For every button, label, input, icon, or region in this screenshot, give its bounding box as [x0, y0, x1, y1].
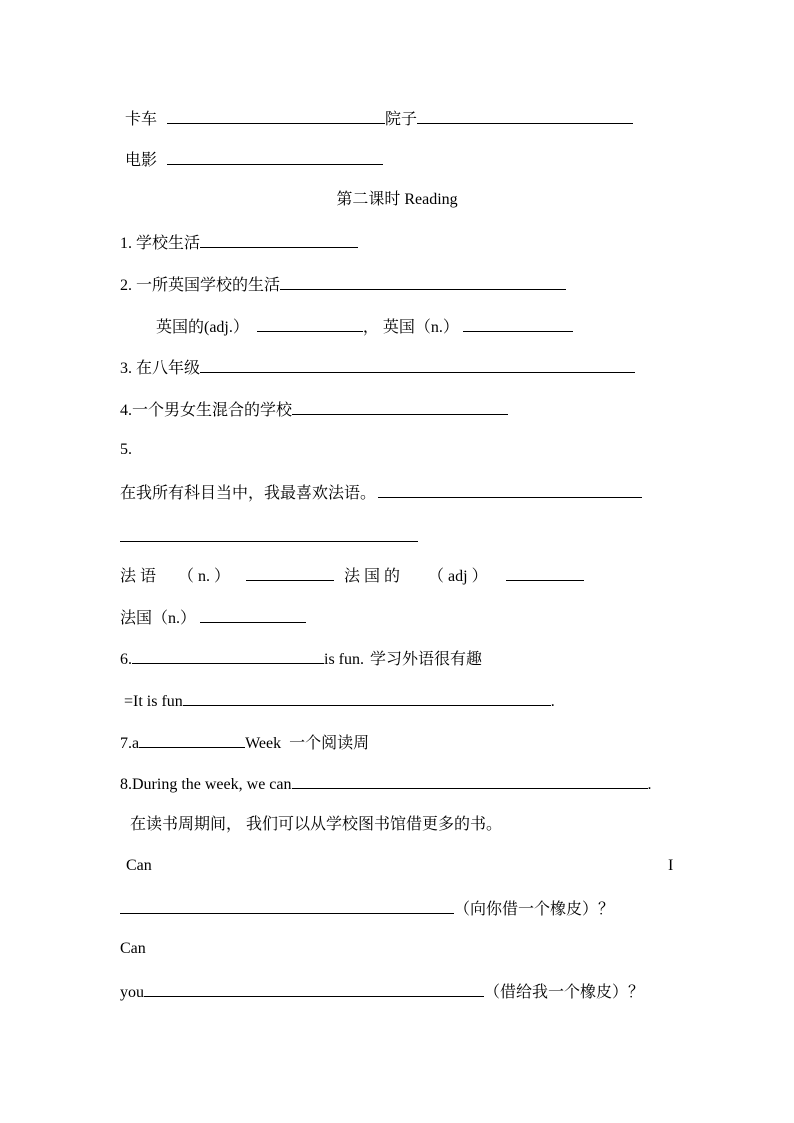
blank-item-2-adj[interactable]: [257, 315, 363, 332]
vocab-line-1: [125, 107, 633, 131]
item-5-text: 在我所有科目当中，我最喜欢法语。: [120, 485, 377, 502]
item-6: [120, 647, 482, 671]
item-8-end: .: [647, 776, 652, 793]
item-6-it: =It is fun: [124, 693, 183, 710]
item-6-num: 6.: [120, 651, 132, 668]
item-7-pre: 7.a: [120, 735, 140, 752]
item-5-vocab: [120, 564, 584, 588]
vocab-truck: 卡车: [125, 111, 158, 128]
item-3-text: 3. 在八年级: [120, 360, 201, 377]
blank-item-5b[interactable]: [120, 525, 418, 542]
borrow-cn: （向你借一个橡皮）？: [454, 901, 615, 918]
item-6-fun: is fun.: [324, 651, 364, 668]
item-5-num: 5.: [120, 441, 132, 458]
item-4: [120, 398, 508, 422]
lend-line: [120, 980, 644, 1004]
item-5-france-label: 法国（n.）: [120, 610, 197, 627]
item-1-text: 1. 学校生活: [120, 235, 201, 252]
item-5-adj-label: （ adj ）: [428, 568, 488, 585]
blank-item-6-alt[interactable]: [183, 689, 551, 706]
blank-item-5-france[interactable]: [200, 606, 306, 623]
blank-borrow[interactable]: [120, 897, 454, 914]
item-7-week: Week: [245, 735, 282, 752]
blank-item-5-french-adj[interactable]: [506, 564, 584, 581]
blank-item-1[interactable]: [200, 231, 358, 248]
blank-movie[interactable]: [167, 148, 383, 165]
item-5-french-label: 法 语: [120, 568, 157, 585]
can-2: Can: [120, 940, 146, 957]
borrow-line: [120, 897, 614, 921]
lend-cn: （借给我一个橡皮）？: [484, 984, 645, 1001]
item-5-france: [120, 606, 306, 630]
item-8-pre: 8.During the week, we can: [120, 776, 292, 793]
item-2-adj-label: 英国的(adj.）: [156, 319, 249, 336]
item-4-text: 4.一个男女生混合的学校: [120, 402, 293, 419]
vocab-yard: 院子: [385, 111, 418, 128]
word-you: you: [120, 984, 144, 1001]
can-1: Can: [126, 857, 152, 874]
blank-item-6[interactable]: [132, 647, 324, 664]
blank-item-2[interactable]: [280, 273, 566, 290]
blank-item-3[interactable]: [200, 356, 635, 373]
item-6-end: .: [550, 693, 555, 710]
blank-item-8[interactable]: [292, 772, 648, 789]
item-5-n-label: （ n. ）: [178, 568, 231, 585]
blank-item-2-n[interactable]: [463, 315, 573, 332]
blank-item-4[interactable]: [292, 398, 508, 415]
section-title: 第二课时 Reading: [336, 191, 458, 208]
vocab-movie: 电影: [125, 152, 158, 169]
blank-truck[interactable]: [167, 107, 385, 124]
blank-lend[interactable]: [144, 980, 484, 997]
blank-item-5-french[interactable]: [246, 564, 334, 581]
item-5-french-adj-label: 法 国 的: [344, 568, 401, 585]
item-8: [120, 772, 652, 796]
item-7: [120, 731, 369, 755]
word-i: I: [668, 857, 674, 874]
item-2-text: 2. 一所英国学校的生活: [120, 277, 281, 294]
item-7-cn: 一个阅读周: [289, 735, 370, 752]
item-2-sub: [156, 315, 573, 339]
blank-item-5a[interactable]: [378, 481, 642, 498]
item-6-alt: [124, 689, 555, 713]
item-2-sep: ，: [362, 319, 379, 336]
item-2-n-label: 英国（n.）: [382, 319, 459, 336]
blank-item-7[interactable]: [139, 731, 245, 748]
item-3: [120, 356, 635, 380]
item-8-cn: 在读书周期间， 我们可以从学校图书馆借更多的书。: [130, 816, 503, 833]
item-6-cn: 学习外语很有趣: [370, 651, 483, 668]
item-2: [120, 273, 566, 297]
item-5-line: [120, 481, 642, 505]
item-5-line-2: [120, 525, 418, 549]
vocab-line-2: [125, 148, 383, 172]
blank-yard[interactable]: [417, 107, 633, 124]
item-1: [120, 231, 358, 255]
